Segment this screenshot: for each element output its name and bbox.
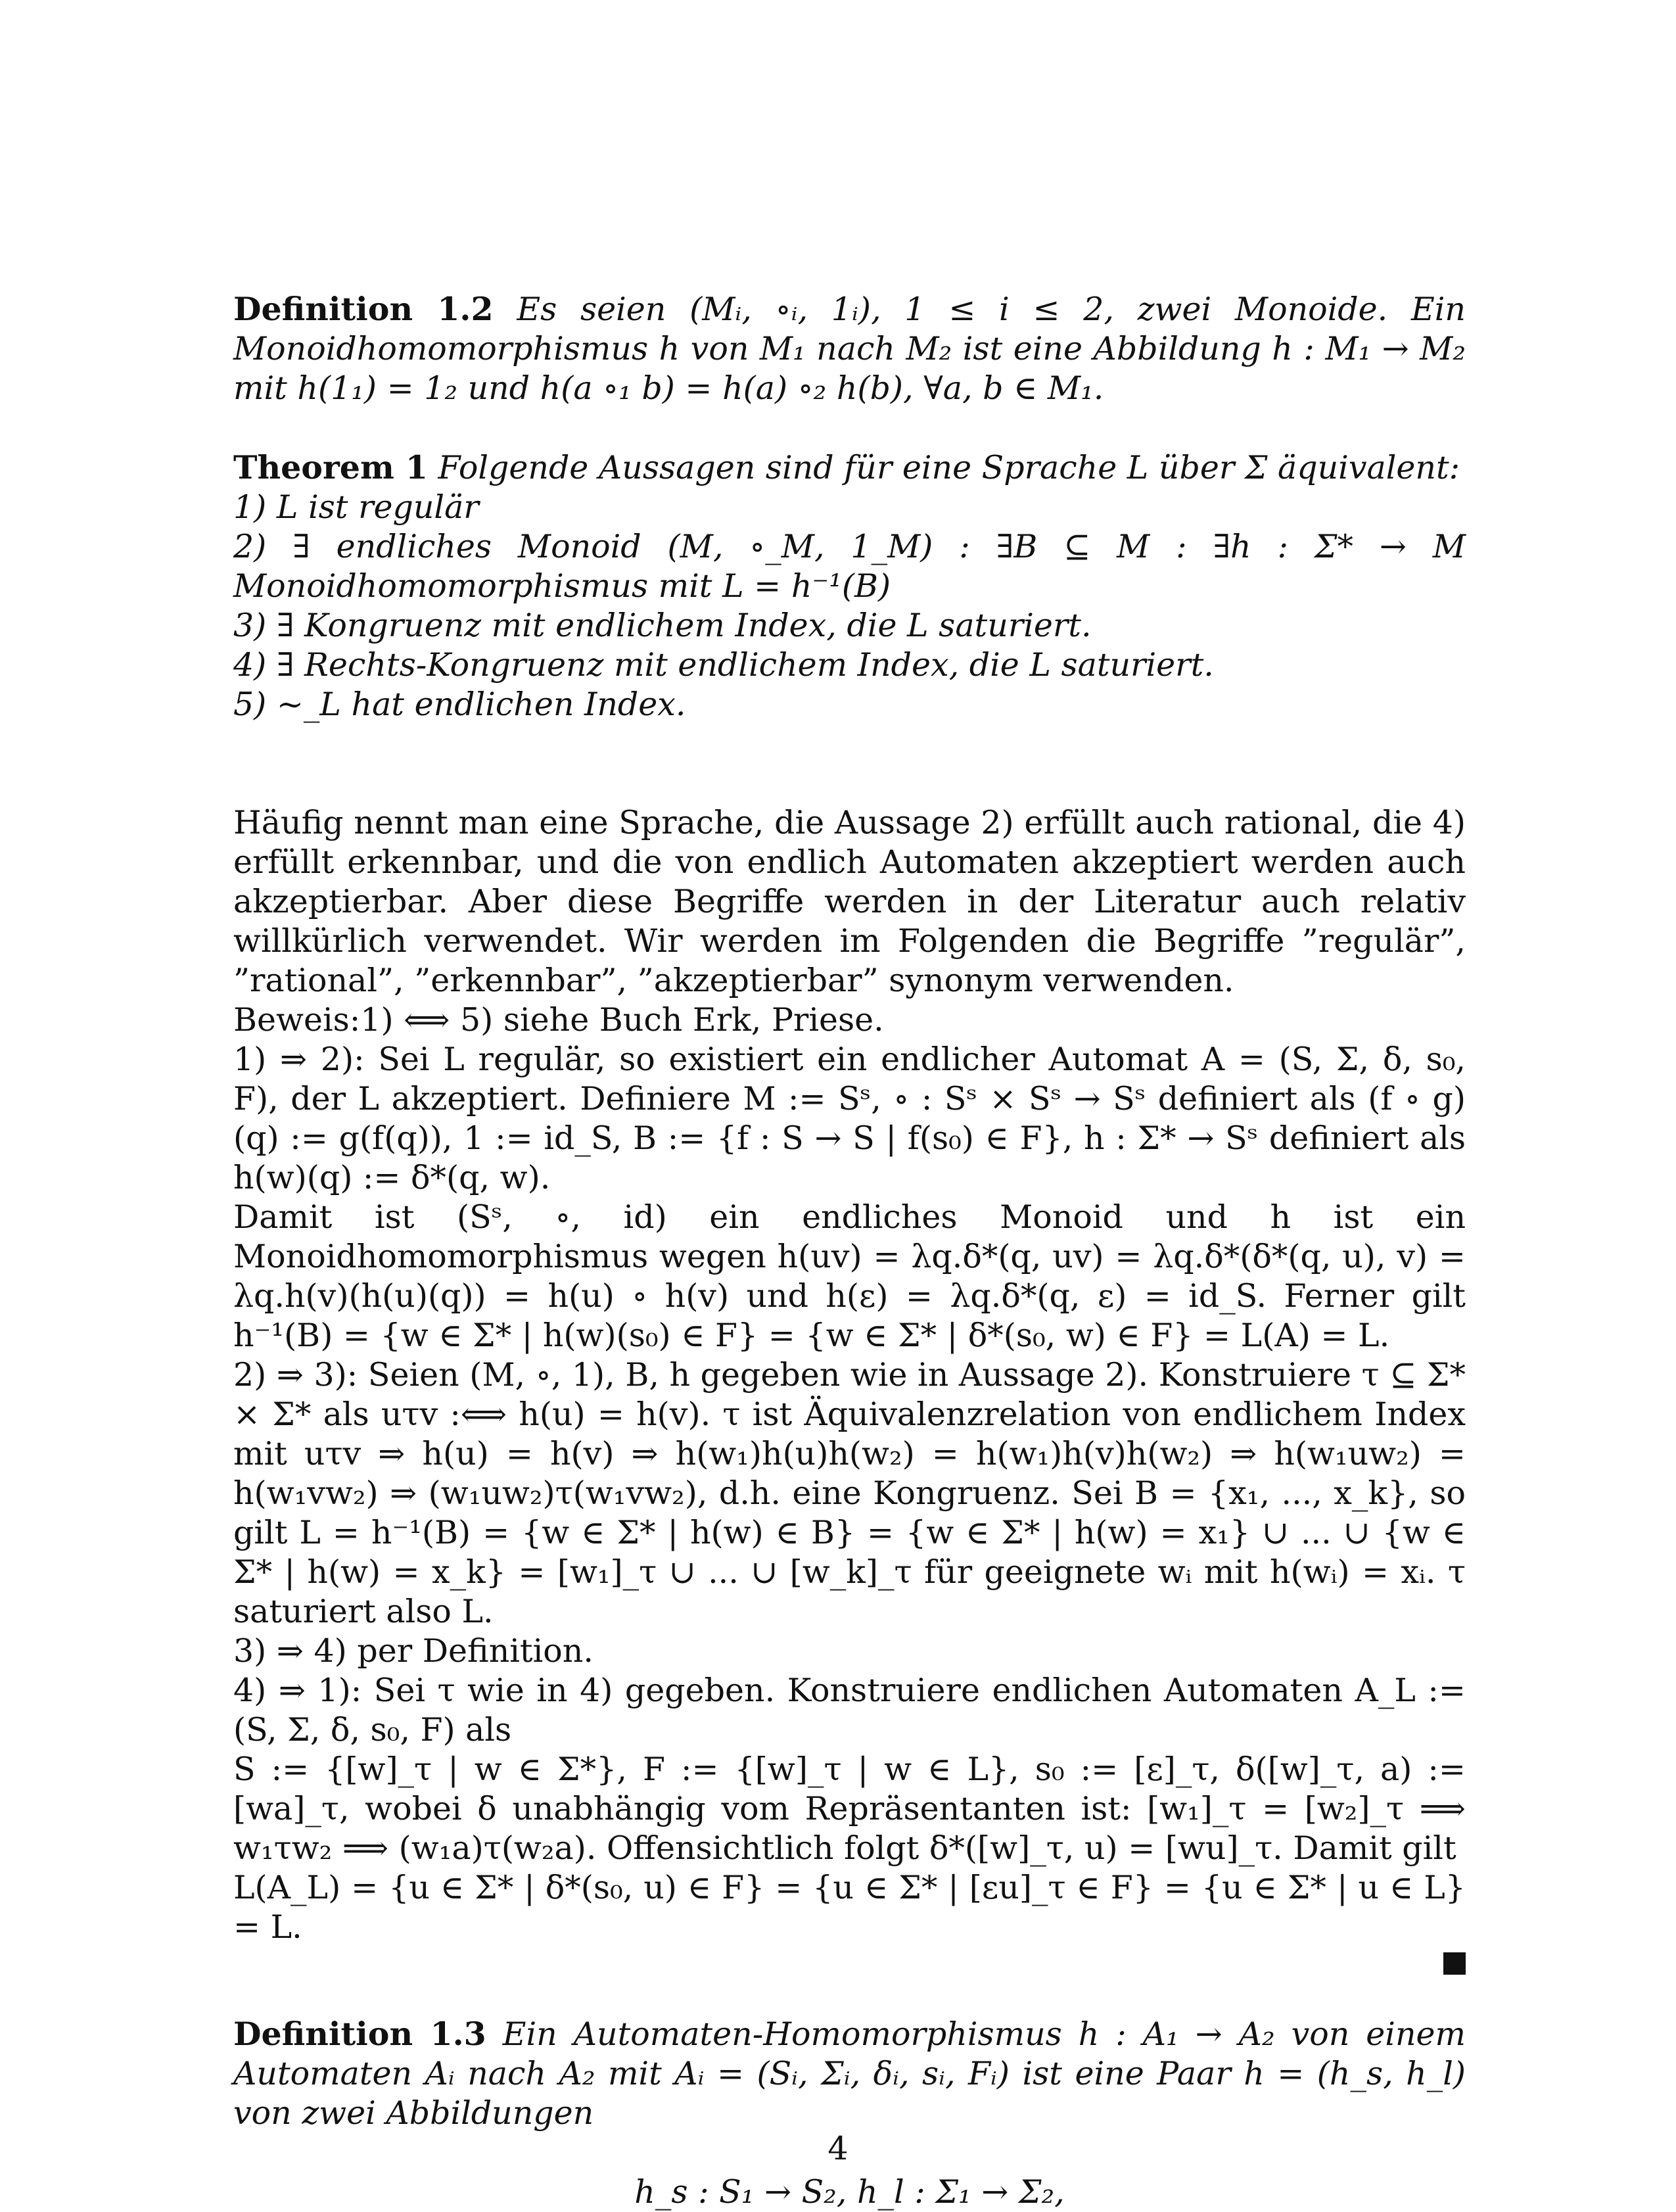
page-number: 4	[827, 2130, 849, 2167]
proof-paragraph: 4) ⇒ 1): Sei τ wie in 4) gegeben. Konstruiere endlichen Automaten A_L := (S, Σ, δ, s₀, F) als	[233, 1672, 1466, 1749]
theorem-1-intro: Folgende Aussagen sind für eine Sprache L über Σ äquivalent:	[438, 449, 1460, 486]
theorem-item: 1) L ist regulär	[233, 488, 479, 526]
definition-1-3	[233, 2014, 1466, 2133]
proof-paragraph: S := {[w]_τ | w ∈ Σ*}, F := {[w]_τ | w ∈ L}, s₀ := [ε]_τ, δ([w]_τ, a) := [wa]_τ, wobei δ unabhängig vom Repräsentanten ist: [w₁]_τ = [w₂]_τ ⟹ w₁τw₂ ⟹ (w₁a)τ(w₂a). Offensichtlich folgt δ*([w]_τ, u) = [wu]_τ. Damit gilt	[233, 1751, 1466, 1867]
proof-paragraph: Damit ist (Sˢ, ∘, id) ein endliches Monoid und h ist ein Monoidhomomorphismus wegen h(uv) = λq.δ*(q, uv) = λq.δ*(δ*(q, u), v) = λq.h(v)(h(u)(q)) = h(u) ∘ h(v) und h(ε) = λq.δ*(q, ε) = id_S. Ferner gilt h⁻¹(B) = {w ∈ Σ* | h(w)(s₀) ∈ F} = {w ∈ Σ* | δ*(s₀, w) ∈ F} = L(A) = L.	[233, 1198, 1466, 1354]
definition-1-2-label: Definition 1.2	[233, 290, 494, 328]
theorem-item: 3) ∃ Kongruenz mit endlichem Index, die L saturiert.	[233, 607, 1092, 644]
theorem-1-label: Theorem 1	[233, 448, 428, 486]
definition-1-2	[233, 289, 1466, 408]
theorem-item: 5) ∼_L hat endlichen Index.	[233, 686, 686, 723]
theorem-1	[233, 448, 1466, 724]
qed-square-icon	[1443, 1952, 1466, 1975]
theorem-item: 4) ∃ Rechts-Kongruenz mit endlichem Index, die L saturiert.	[233, 646, 1214, 684]
page-content	[233, 289, 1466, 2212]
definition-1-3-formula: h_s : S₁ → S₂, h_l : Σ₁ → Σ₂,	[634, 2173, 1065, 2211]
definition-1-2-text: Es seien (Mᵢ, ∘ᵢ, 1ᵢ), 1 ≤ i ≤ 2, zwei Monoide. Ein Monoidhomomorphismus h von M₁ nach M₂ ist eine Abbildung h : M₁ → M₂ mit h(1₁) = 1₂ und h(a ∘₁ b) = h(a) ∘₂ h(b), ∀a, b ∈ M₁.	[233, 291, 1466, 407]
proof-paragraph: 1) ⇒ 2): Sei L regulär, so existiert ein endlicher Automat A = (S, Σ, δ, s₀, F), der L akzeptiert. Definiere M := Sˢ, ∘ : Sˢ × Sˢ → Sˢ definiert als (f ∘ g)(q) := g(f(q)), 1 := id_S, B := {f : S → S | f(s₀) ∈ F}, h : Σ* → Sˢ definiert als h(w)(q) := δ*(q, w).	[233, 1041, 1466, 1196]
proof-paragraph: 2) ⇒ 3): Seien (M, ∘, 1), B, h gegeben wie in Aussage 2). Konstruiere τ ⊆ Σ* × Σ* als uτv :⟺ h(u) = h(v). τ ist Äquivalenzrelation von endlichem Index mit uτv ⇒ h(u) = h(v) ⇒ h(w₁)h(u)h(w₂) = h(w₁)h(v)h(w₂) ⇒ h(w₁uw₂) = h(w₁vw₂) ⇒ (w₁uw₂)τ(w₁vw₂), d.h. eine Kongruenz. Sei B = {x₁, ..., x_k}, so gilt L = h⁻¹(B) = {w ∈ Σ* | h(w) ∈ B} = {w ∈ Σ* | h(w) = x₁} ∪ ... ∪ {w ∈ Σ* | h(w) = x_k} = [w₁]_τ ∪ ... ∪ [w_k]_τ für geeignete wᵢ mit h(wᵢ) = xᵢ. τ saturiert also L.	[233, 1356, 1466, 1630]
intro-paragraph: Häufig nennt man eine Sprache, die Aussage 2) erfüllt auch rational, die 4) erfüllt erkennbar, und die von endlich Automaten akzeptiert werden auch akzeptierbar. Aber diese Begriffe werden in der Literatur auch relativ willkürlich verwendet. Wir werden im Folgenden die Begriffe ”regulär”, ”rational”, ”erkennbar”, ”akzeptierbar” synonym verwenden.	[233, 804, 1466, 999]
proof-paragraph: Beweis:1) ⟺ 5) siehe Buch Erk, Priese.	[233, 1001, 884, 1039]
definition-1-3-label: Definition 1.3	[233, 2015, 486, 2053]
theorem-item: 2) ∃ endliches Monoid (M, ∘_M, 1_M) : ∃B ⊆ M : ∃h : Σ* → M Monoidhomomorphismus mit L = h⁻¹(B)	[233, 528, 1466, 605]
definition-1-3-text: Ein Automaten-Homomorphismus h : A₁ → A₂ von einem Automaten Aᵢ nach A₂ mit Aᵢ = (Sᵢ, Σᵢ, δᵢ, sᵢ, Fᵢ) ist eine Paar h = (h_s, h_l) von zwei Abbildungen	[233, 2015, 1466, 2132]
proof	[233, 1000, 1466, 1975]
proof-paragraph: L(A_L) = {u ∈ Σ* | δ*(s₀, u) ∈ F} = {u ∈ Σ* | [εu]_τ ∈ F} = {u ∈ Σ* | u ∈ L} = L.	[233, 1869, 1466, 1946]
proof-paragraph: 3) ⇒ 4) per Definition.	[233, 1632, 594, 1670]
